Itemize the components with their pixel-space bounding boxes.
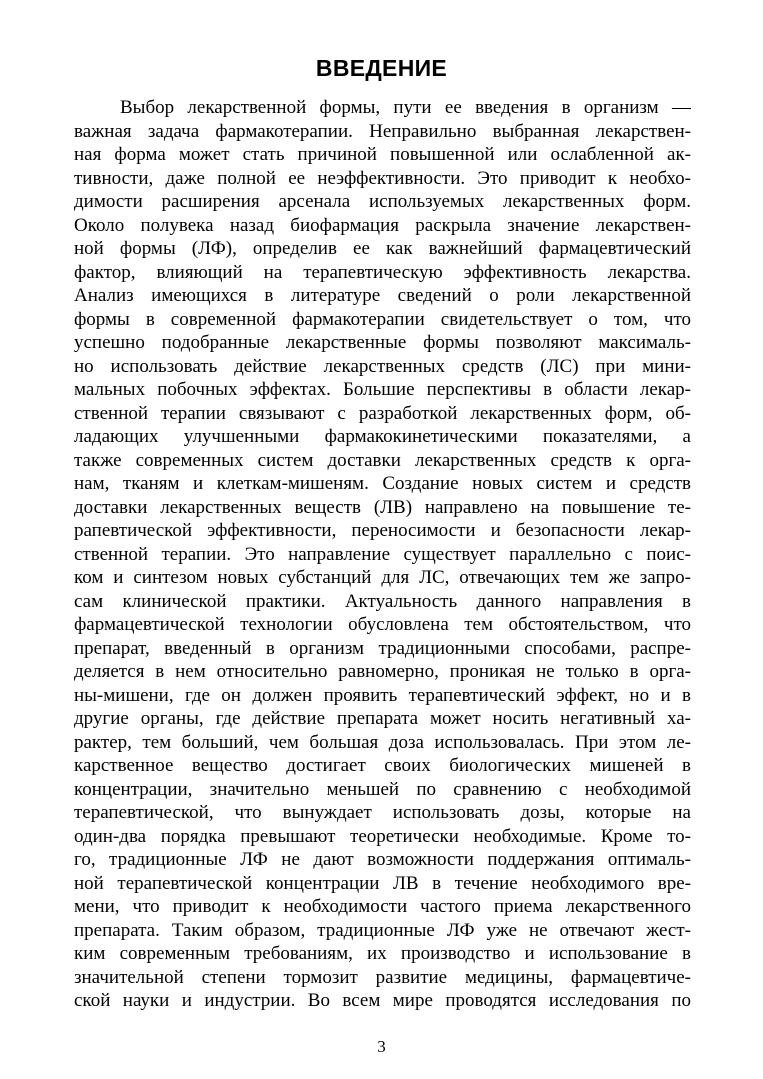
text-line: важная задача фармакотерапии. Неправильно выбранная лекарствен-: [74, 120, 691, 142]
text-line: ная форма может стать причиной повышенной или ослабленной ак-: [74, 144, 691, 165]
text-line: ком и синтезом новых субстанций для ЛС, отвечающих тем же запро-: [74, 567, 691, 588]
text-line: концентрации, значительно меньшей по сравнению с необходимой: [74, 778, 691, 800]
text-line: деляется в нем относительно равномерно, проникая не только в орга-: [74, 661, 691, 682]
text-line: терапевтической, что вынуждает использовать дозы, которые на: [74, 802, 691, 823]
text-line: Около полувека назад биофармация раскрыла значение лекарствен-: [74, 214, 691, 236]
text-line: другие органы, где действие препарата может носить негативный ха-: [74, 708, 691, 729]
text-line: препарат, введенный в организм традиционными способами, распре-: [74, 637, 691, 659]
text-line: ской науки и индустрии. Во всем мире проводятся исследования по: [74, 990, 691, 1011]
text-line: но использовать действие лекарственных средств (ЛС) при мини-: [74, 355, 691, 377]
text-line: ны-мишени, где он должен проявить терапевтический эффект, но и в: [74, 684, 691, 706]
text-line: сам клинической практики. Актуальность данного направления в: [74, 590, 691, 612]
section-heading: ВВЕДЕНИЕ: [315, 55, 448, 81]
text-line: успешно подобранные лекарственные формы позволяют максималь-: [74, 332, 691, 353]
text-line: тивности, даже полной ее неэффективности. Это приводит к необхо-: [74, 167, 691, 189]
text-line: нам, тканям и клеткам-мишеням. Создание новых систем и средств: [74, 473, 691, 494]
text-line: фактор, влияющий на терапевтическую эффективность лекарства.: [74, 261, 691, 283]
text-line: димости расширения арсенала используемых лекарственных форм.: [74, 191, 691, 212]
text-line: фармацевтической технологии обусловлена тем обстоятельством, что: [74, 614, 691, 635]
text-line: также современных систем доставки лекарственных средств к орга-: [74, 449, 691, 471]
page-number: 3: [377, 1037, 386, 1056]
text-line: го, традиционные ЛФ не дают возможности поддержания оптималь-: [74, 849, 691, 870]
text-line: доставки лекарственных веществ (ЛВ) направлено на повышение те-: [74, 496, 691, 518]
text-line: формы в современной фармакотерапии свидетельствует о том, что: [74, 308, 691, 330]
text-line: ной терапевтической концентрации ЛВ в течение необходимого вре-: [74, 872, 691, 894]
text-line: карственное вещество достигает своих биологических мишеней в: [74, 755, 691, 776]
text-line: значительной степени тормозит развитие медицины, фармацевтиче-: [74, 966, 691, 988]
text-line: ной формы (ЛФ), определив ее как важнейший фармацевтический: [74, 238, 691, 259]
text-line: рапевтической эффективности, переносимости и безопасности лекар-: [74, 520, 691, 541]
text-line: Анализ имеющихся в литературе сведений о роли лекарственной: [74, 285, 691, 306]
text-line: Выбор лекарственной формы, пути ее введения в организм —: [120, 97, 691, 118]
text-line: препарата. Таким образом, традиционные ЛФ уже не отвечают жест-: [74, 919, 691, 941]
text-line: мени, что приводит к необходимости частого приема лекарственного: [74, 896, 691, 917]
text-line: ладающих улучшенными фармакокинетическими показателями, а: [74, 426, 691, 447]
body-paragraph: [74, 96, 691, 1013]
text-line: мальных побочных эффектах. Большие перспективы в области лекар-: [74, 379, 691, 400]
text-line: рактер, тем больший, чем большая доза использовалась. При этом ле-: [74, 731, 691, 753]
text-line: ственной терапии. Это направление существует параллельно с поис-: [74, 543, 691, 565]
text-line: один-два порядка превышают теоретически необходимые. Кроме то-: [74, 825, 691, 847]
text-line: ким современным требованиям, их производство и использование в: [74, 943, 691, 964]
text-line: ственной терапии связывают с разработкой лекарственных форм, об-: [74, 402, 691, 424]
